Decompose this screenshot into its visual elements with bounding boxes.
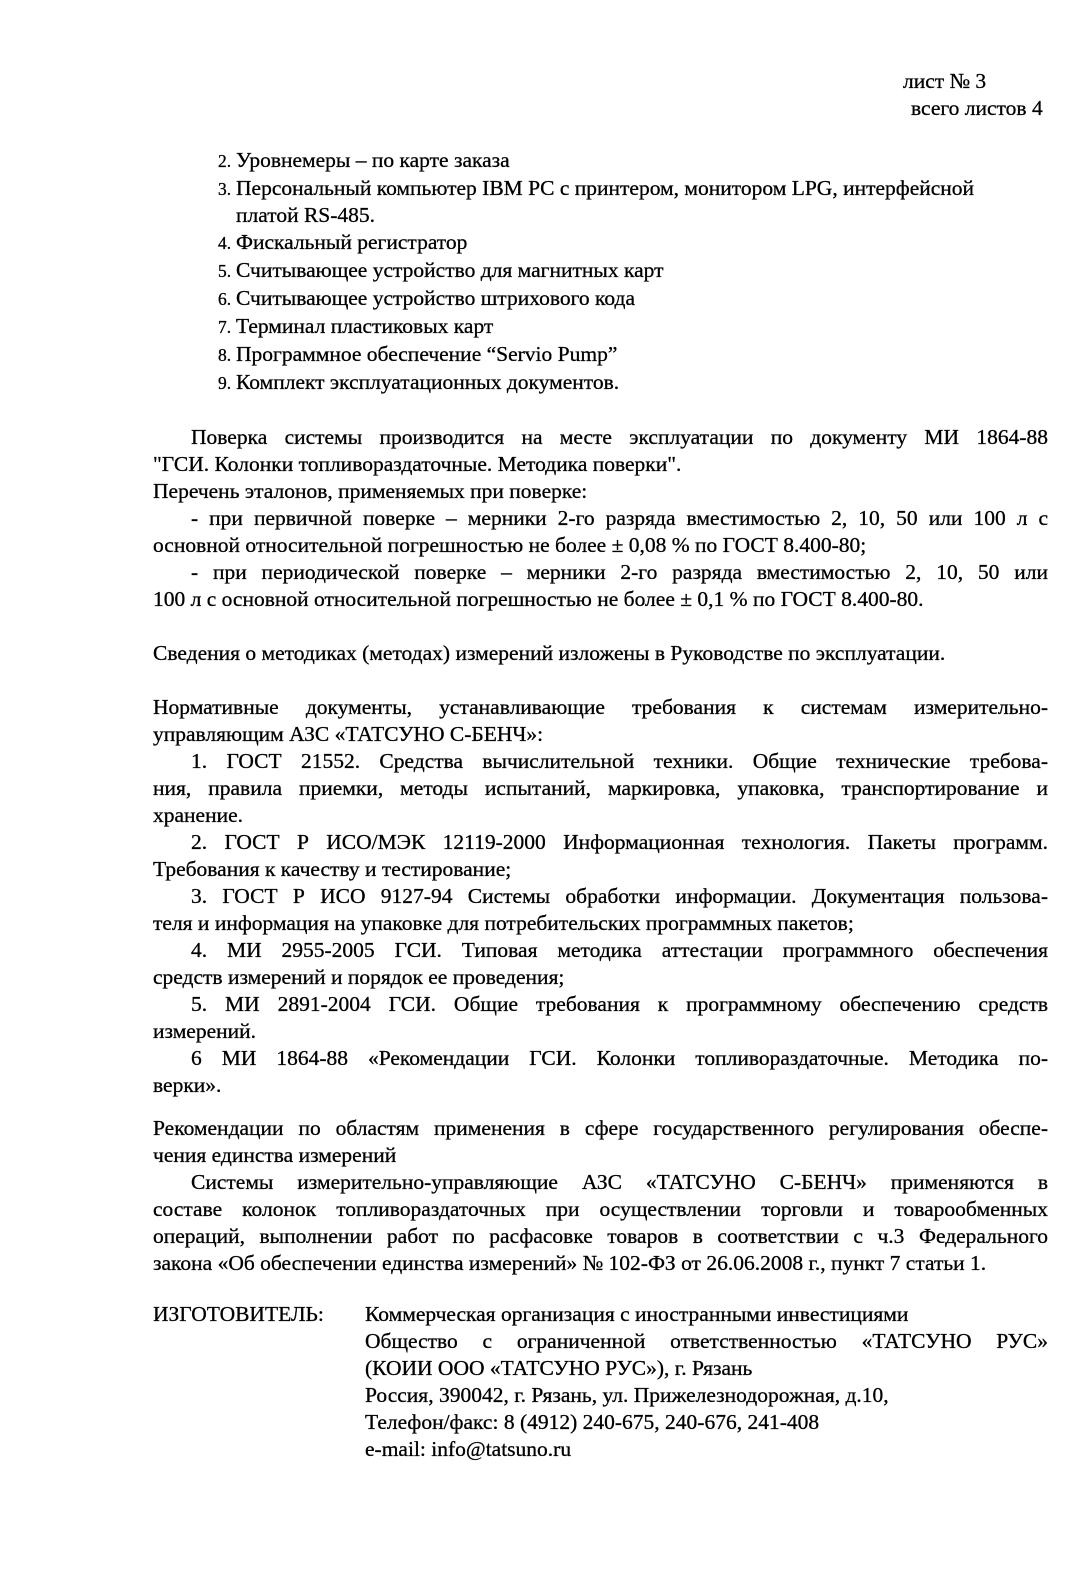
item-text: Уровнемеры – по карте заказа <box>236 148 510 172</box>
recommendations-body: Системы измерительно-управляющие АЗС «ТАТСУНО С-БЕНЧ» применяются в составе колонок топливораздаточных при осуществлении торговли и товарообменных операций, выполнении работ по расфасовке товаров в соответствии с ч.3 Федерального закона «Об обеспечении единства измерений» № 102-ФЗ от 26.06.2008 г., пункт 7 статьи 1. <box>153 1170 1048 1275</box>
item-number: 4. <box>218 233 232 253</box>
manufacturer-section <box>153 1301 1048 1463</box>
item-number: 6. <box>218 289 232 309</box>
methods-section <box>153 640 1048 667</box>
list-item <box>218 229 1048 257</box>
item-number: 8. <box>218 345 232 365</box>
paragraph-periodic-verification: - при периодической поверке – мерники 2-го разряда вместимостью 2, 10, 50 или 100 л с основной относительной погрешностью не более ± 0,1 % по ГОСТ 8.400-80. <box>153 560 1048 611</box>
verification-section <box>153 424 1048 613</box>
sheet-number: лист № 3 <box>903 69 987 93</box>
item-number: 5. <box>218 261 232 281</box>
item-number: 3. <box>218 179 232 199</box>
normative-intro: Нормативные документы, устанавливающие требования к системам измерительно- управляющим АЗС «ТАТСУНО С-БЕНЧ»: <box>153 695 1048 746</box>
item-text: Персональный компьютер IBM PC с принтером, монитором LPG, интерфейсной платой RS-485. <box>236 176 975 227</box>
normative-section <box>153 694 1048 1099</box>
recommendations-heading: Рекомендации по областям применения в сфере государственного регулирования обеспе- чения единства измерений <box>153 1116 1048 1167</box>
manufacturer-label: ИЗГОТОВИТЕЛЬ: <box>153 1302 324 1326</box>
item-text: Считывающее устройство штрихового кода <box>236 286 636 310</box>
page-header <box>903 68 1048 122</box>
methods-note: Сведения о методиках (методах) измерений изложены в Руководстве по эксплуатации. <box>153 641 946 665</box>
manufacturer-details: Коммерческая организация с иностранными инвестициями Общество с ограниченной ответственностью «ТАТСУНО РУС» (КОИИ ООО «ТАТСУНО РУС»), г. Рязань Россия, 390042, г. Рязань, ул. Прижелезнодорожная, д.10, Телефон/факс: 8 (4912) 240-675, 240-676, 241-408 e-mail: info@tatsuno.ru <box>365 1302 1048 1461</box>
normative-item: 4. МИ 2955-2005 ГСИ. Типовая методика аттестации программного обеспечения средств измерений и порядок ее проведения; <box>153 938 1048 989</box>
paragraph-primary-verification: - при первичной поверке – мерники 2-го разряда вместимостью 2, 10, 50 или 100 л с основной относительной погрешностью не более ± 0,08 % по ГОСТ 8.400-80; <box>153 506 1048 557</box>
item-text: Фискальный регистратор <box>236 230 468 254</box>
item-text: Программное обеспечение “Servio Pump” <box>236 342 618 366</box>
normative-item: 5. МИ 2891-2004 ГСИ. Общие требования к программному обеспечению средств измерений. <box>153 992 1048 1043</box>
list-item <box>218 257 1048 285</box>
total-sheets: всего листов 4 <box>911 96 1043 120</box>
list-item <box>218 341 1048 369</box>
list-item <box>218 369 1048 397</box>
list-item <box>218 147 1048 175</box>
item-text: Терминал пластиковых карт <box>236 314 494 338</box>
list-item <box>218 285 1048 313</box>
normative-item: 3. ГОСТ Р ИСО 9127-94 Системы обработки информации. Документация пользова- теля и информация на упаковке для потребительских программных пакетов; <box>153 884 1048 935</box>
normative-item: 1. ГОСТ 21552. Средства вычислительной техники. Общие технические требова- ния, правила приемки, методы испытаний, маркировка, упаковка, транспортирование и хранение. <box>153 749 1048 827</box>
paragraph-verification-intro: Поверка системы производится на месте эксплуатации по документу МИ 1864-88 "ГСИ. Колонки топливораздаточные. Методика поверки". <box>153 425 1048 476</box>
equipment-list <box>218 147 1048 397</box>
recommendations-section <box>153 1115 1048 1277</box>
list-item <box>218 313 1048 341</box>
item-number: 9. <box>218 373 232 393</box>
paragraph-standards-list-heading: Перечень эталонов, применяемых при поверке: <box>153 479 588 503</box>
normative-item: 2. ГОСТ Р ИСО/МЭК 12119-2000 Информационная технология. Пакеты программ. Требования к качеству и тестирование; <box>153 830 1048 881</box>
list-item <box>218 175 1048 229</box>
normative-item: 6 МИ 1864-88 «Рекомендации ГСИ. Колонки топливораздаточные. Методика по- верки». <box>153 1046 1048 1097</box>
item-number: 7. <box>218 317 232 337</box>
item-text: Считывающее устройство для магнитных карт <box>236 258 664 282</box>
item-number: 2. <box>218 151 232 171</box>
item-text: Комплект эксплуатационных документов. <box>236 370 620 394</box>
